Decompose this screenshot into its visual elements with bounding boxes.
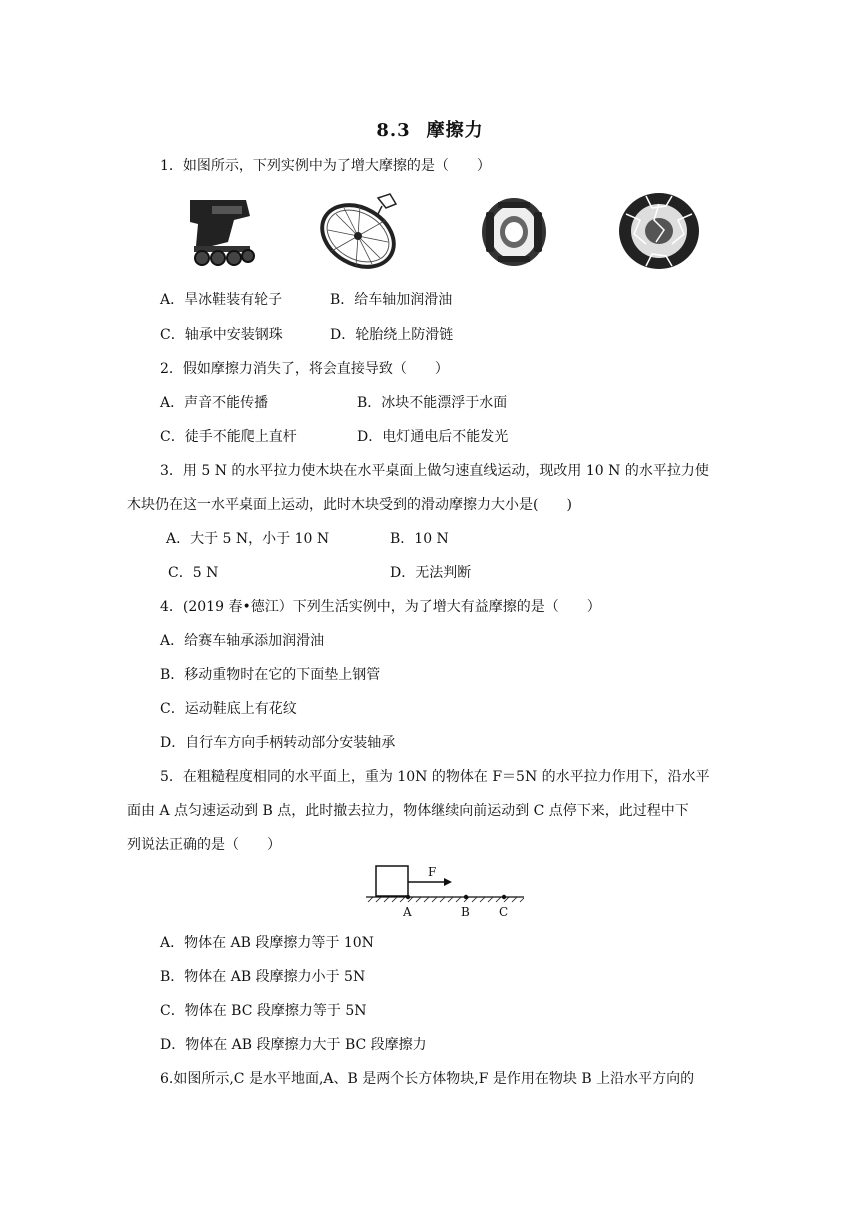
force-diagram [366,862,528,922]
block [376,866,408,896]
q5-option-d: D．物体在 AB 段摩擦力大于 BC 段摩擦力 [160,1037,427,1053]
q2-stem: 2．假如摩擦力消失了，将会直接导致（ ） [160,361,449,377]
q6-stem-line1: 6.如图所示,C 是水平地面,A、B 是两个长方体物块,F 是作用在物块 B 上沿水平方向的 [160,1071,695,1087]
title-number: 8.3 [376,120,411,141]
title-text: 摩擦力 [426,120,484,141]
force-label: F [428,865,437,879]
q3-stem-line1: 3．用 5 N 的水平拉力使木块在水平桌面上做匀速直线运动，现改用 10 N 的水平拉力使 [160,463,709,479]
skate-wheel-icon [184,190,260,272]
q5-option-b: B．物体在 AB 段摩擦力小于 5N [160,969,366,985]
bicycle-wheel-icon [318,190,408,272]
q1-option-d: D．轮胎绕上防滑链 [330,327,454,343]
q5-stem-line1: 5．在粗糙程度相同的水平面上，重为 10N 的物体在 F＝5N 的水平拉力作用下，沿水平 [160,769,710,785]
q4-option-d: D．自行车方向手柄转动部分安装轴承 [160,735,396,751]
force-arrowhead [444,878,452,886]
point-c-dot [502,895,506,899]
q5-option-c: C．物体在 BC 段摩擦力等于 5N [160,1003,367,1019]
bearing-icon [478,190,550,272]
q2-option-d: D．电灯通电后不能发光 [357,429,509,445]
point-b-dot [464,895,468,899]
q2-option-c: C．徒手不能爬上直杆 [160,429,297,445]
q5-stem-line3: 列说法正确的是（ ） [127,837,281,853]
point-a-dot [406,895,410,899]
q3-option-b: B．10 N [390,531,449,547]
q1-figures [180,190,720,272]
q4-option-b: B．移动重物时在它的下面垫上钢管 [160,667,381,683]
page-title [0,116,860,142]
q3-option-d: D．无法判断 [390,565,472,581]
q4-option-c: C．运动鞋底上有花纹 [160,701,297,717]
q3-stem-line2: 木块仍在这一水平桌面上运动，此时木块受到的滑动摩擦力大小是( ) [127,497,572,513]
point-c-label: C [499,905,509,919]
q5-stem-line2: 面由 A 点匀速运动到 B 点，此时撤去拉力，物体继续向前运动到 C 点停下来，此过程中下 [127,803,689,819]
q5-option-a: A．物体在 AB 段摩擦力等于 10N [160,935,374,951]
q3-option-a: A．大于 5 N，小于 10 N [166,531,330,547]
q2-option-a: A．声音不能传播 [160,395,269,411]
tire-chain-icon [616,190,702,272]
q2-option-b: B．冰块不能漂浮于水面 [357,395,508,411]
q4-stem: 4．(2019 春•德江）下列生活实例中，为了增大有益摩擦的是（ ） [160,599,601,615]
q1-option-c: C．轴承中安装钢珠 [160,327,283,343]
ground-hatching [368,897,524,902]
q1-option-a: A．旱冰鞋装有轮子 [160,292,283,308]
q1-stem: 1．如图所示，下列实例中为了增大摩擦的是（ ） [160,158,491,174]
point-b-label: B [461,905,470,919]
q4-option-a: A．给赛车轴承添加润滑油 [160,633,325,649]
q3-option-c: C．5 N [168,565,219,581]
q1-option-b: B．给车轴加润滑油 [330,292,453,308]
point-a-label: A [403,905,412,919]
